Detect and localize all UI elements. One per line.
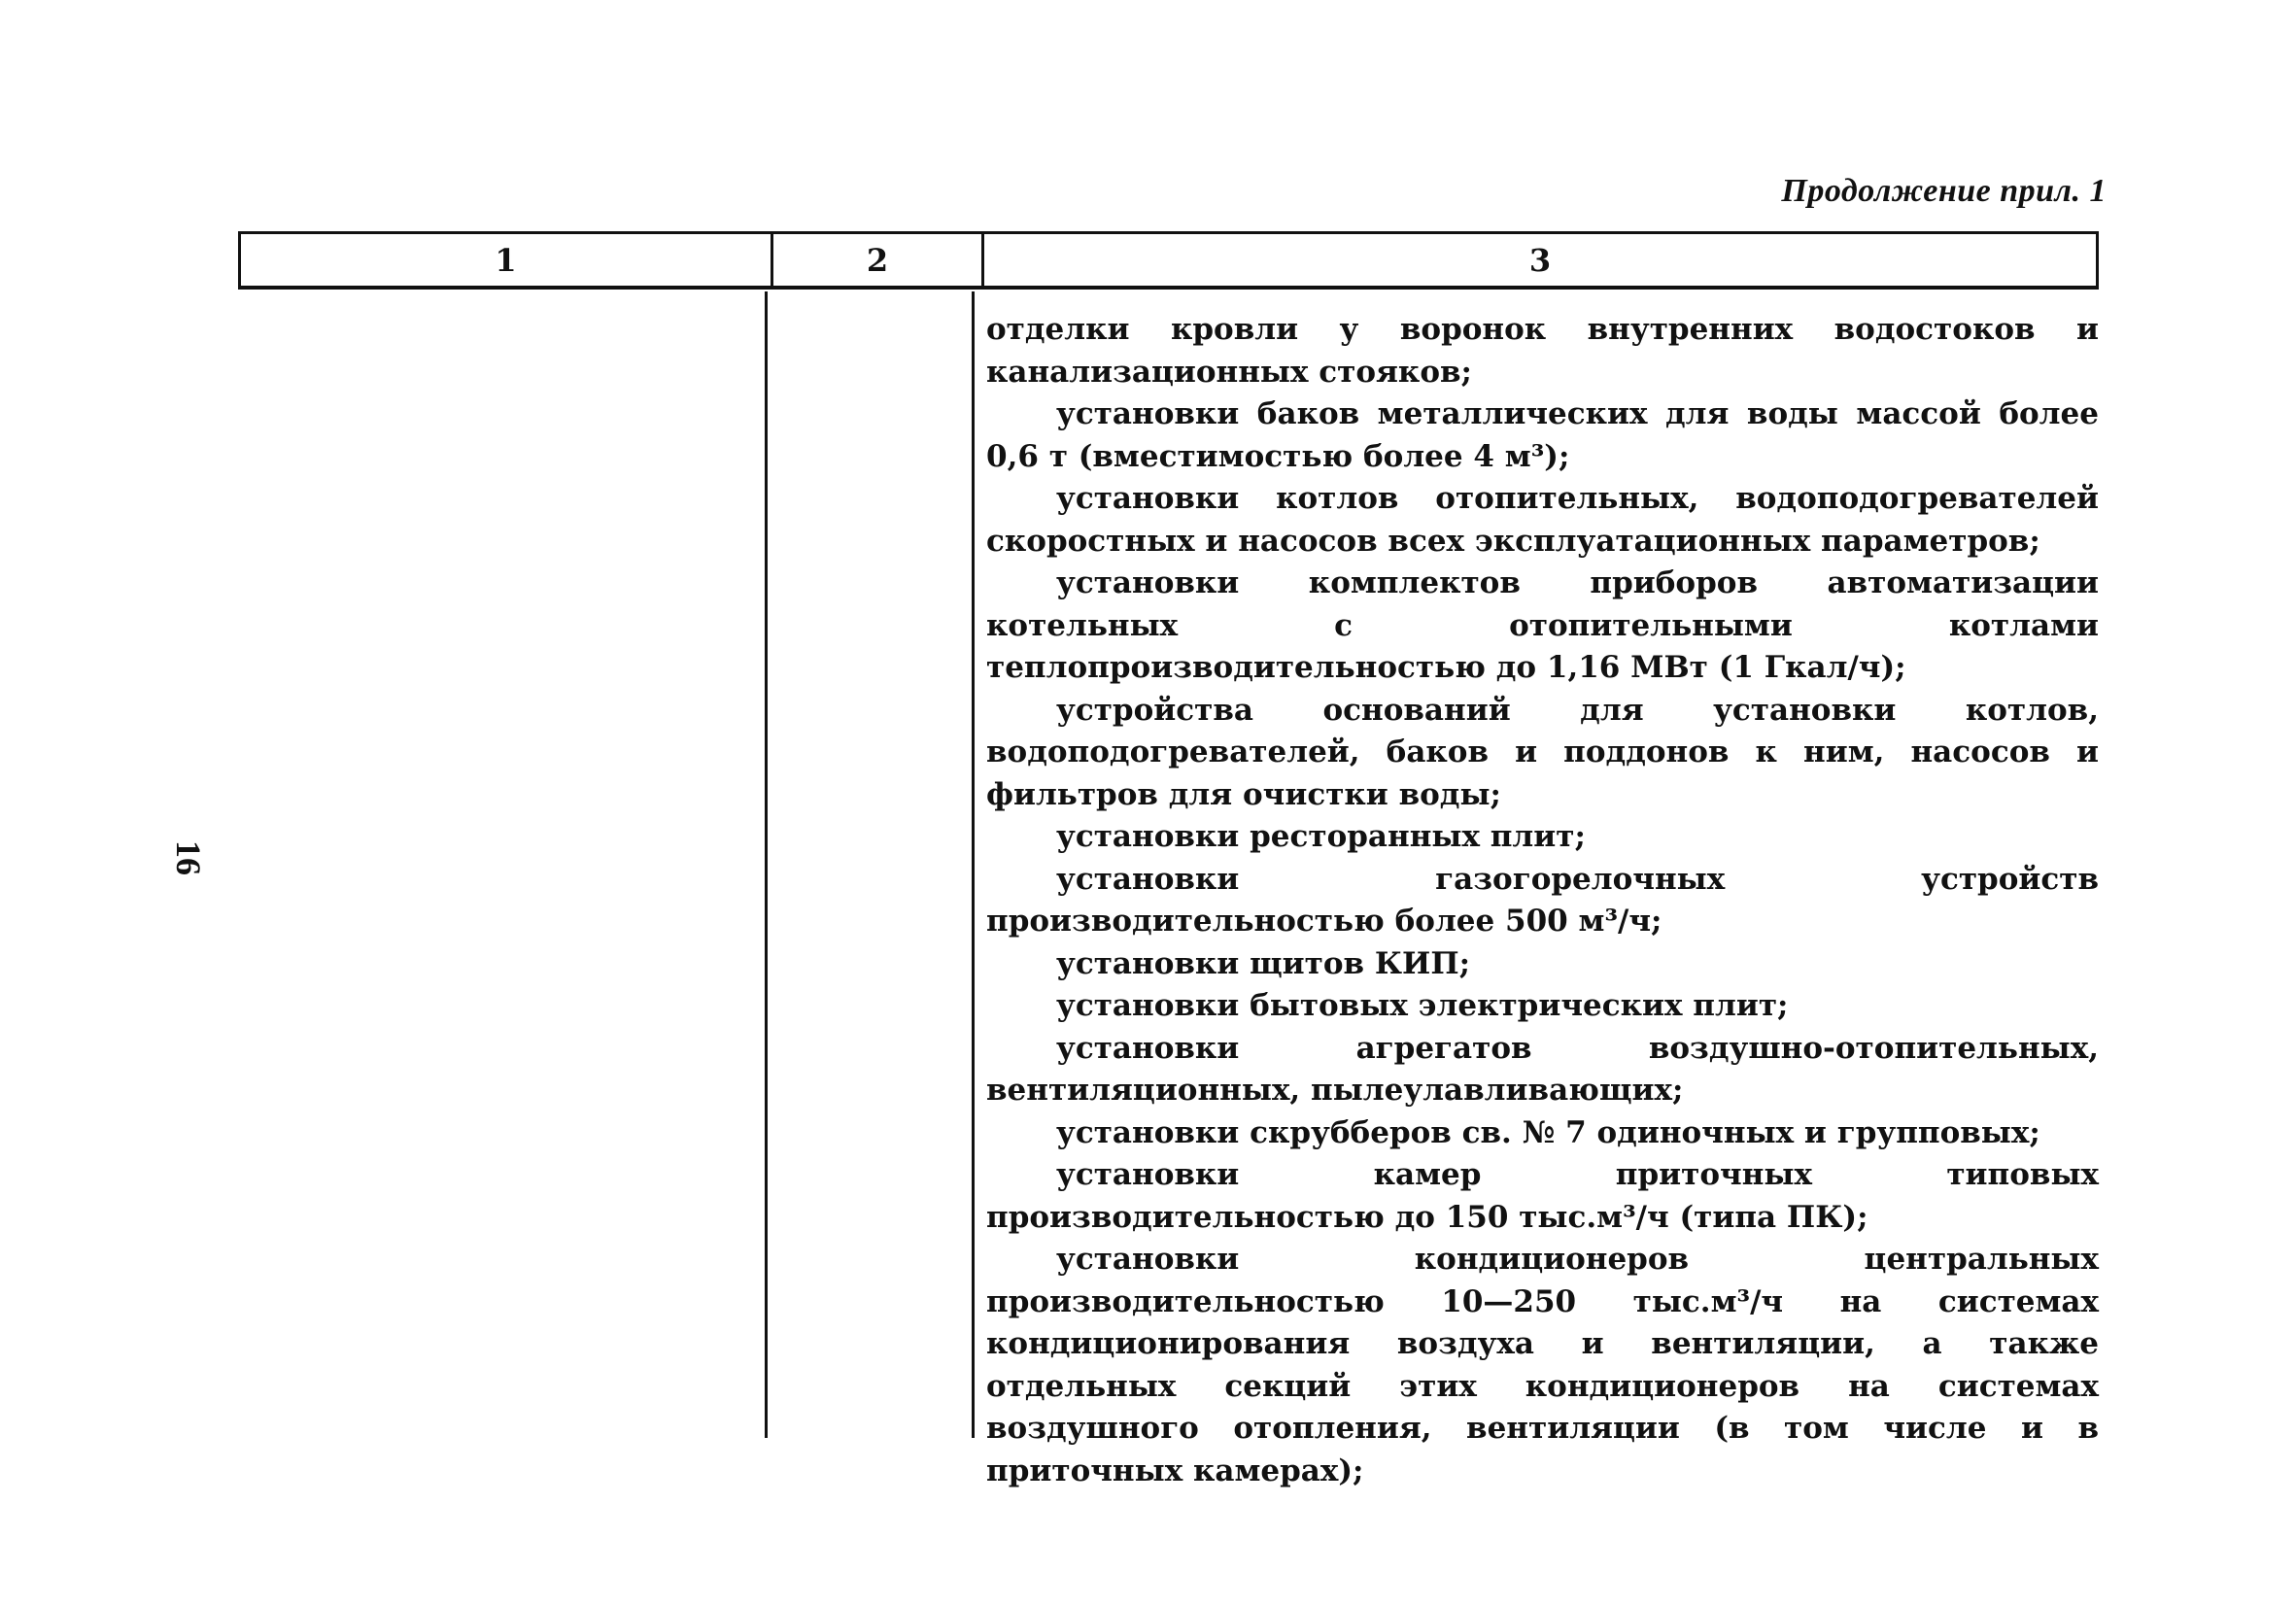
list-item: установки скрубберов св. № 7 одиночных и групповых; <box>1056 1114 2040 1150</box>
list-item: установки баков металлических для воды массой более 0,6 т (вместимостью более 4 м³); <box>986 396 2099 474</box>
column-divider-2 <box>972 291 975 1438</box>
list-item: установки щитов КИП; <box>1056 945 1471 981</box>
column-3-content <box>986 309 2099 1492</box>
column-header-1: 1 <box>241 234 773 286</box>
list-item: установки кондиционеров центральных производительностью 10—250 тыс.м³/ч на системах кондиционирования воздуха и вентиляции, а также отдельных секций этих кондиционеров на системах воздушного отопления, вентиляции (в том числе и в приточных камерах); <box>986 1242 2099 1488</box>
list-item: устройства оснований для установки котлов, водоподогревателей, баков и поддонов к ним, насосов и фильтров для очистки воды; <box>986 692 2099 812</box>
column-header-2: 2 <box>773 234 984 286</box>
column-divider-1 <box>765 291 768 1438</box>
list-item: установки бытовых электрических плит; <box>1056 988 1789 1023</box>
list-item: установки комплектов приборов автоматизации котельных с отопительными котлами теплопроизводительностью до 1,16 МВт (1 Гкал/ч); <box>986 565 2099 685</box>
table-header <box>238 231 2099 290</box>
column-header-3: 3 <box>1528 241 1552 279</box>
page-number: 16 <box>169 840 208 875</box>
continuation-label: Продолжение прил. 1 <box>1781 173 2107 209</box>
list-item: установки ресторанных плит; <box>1056 819 1586 854</box>
list-item: отделки кровли у воронок внутренних водостоков и канализационных стояков; <box>986 312 2099 390</box>
list-item: установки агрегатов воздушно-отопительных, вентиляционных, пылеулавливающих; <box>986 1030 2099 1108</box>
list-item: установки котлов отопительных, водоподогревателей скоростных и насосов всех эксплуатационных параметров; <box>986 481 2099 559</box>
list-item: установки газогорелочных устройств производительностью более 500 м³/ч; <box>986 861 2099 939</box>
list-item: установки камер приточных типовых производительностью до 150 тыс.м³/ч (типа ПК); <box>986 1157 2099 1235</box>
